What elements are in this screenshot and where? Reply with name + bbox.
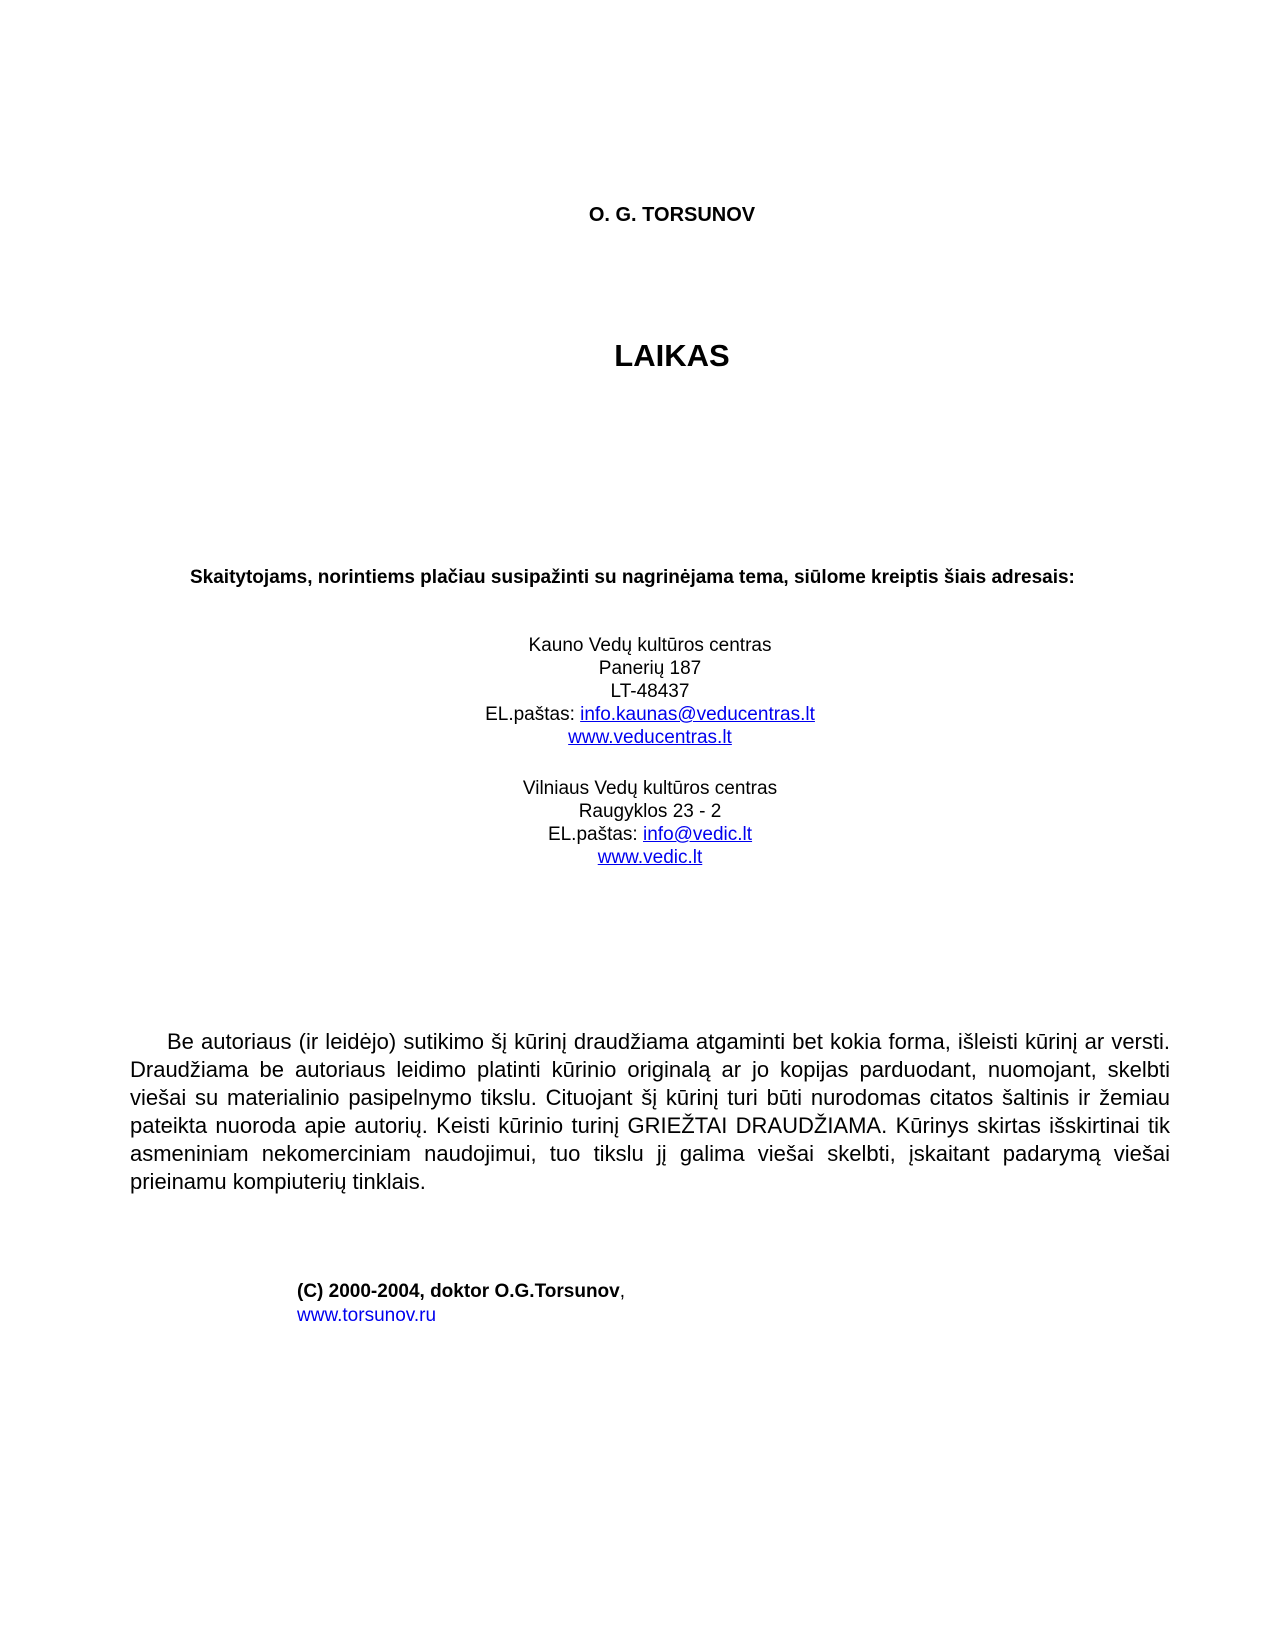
email-link[interactable]: info@vedic.lt bbox=[643, 824, 753, 845]
address-name: Vilniaus Vedų kultūros centras bbox=[522, 778, 778, 799]
copyright-line bbox=[297, 1280, 625, 1304]
copyright-text: (C) 2000-2004, doktor O.G.Torsunov bbox=[297, 1281, 620, 1302]
address-name: Kauno Vedų kultūros centras bbox=[528, 635, 772, 656]
address-street: Raugyklos 23 - 2 bbox=[578, 801, 722, 822]
website-link[interactable]: www.vedic.lt bbox=[597, 847, 703, 868]
author-name: O. G. TORSUNOV bbox=[588, 204, 756, 226]
address-website-line bbox=[0, 846, 1275, 869]
email-link[interactable]: info.kaunas@veducentras.lt bbox=[580, 704, 815, 725]
legal-notice: Be autoriaus (ir leidėjo) sutikimo šį kūrinį draudžiama atgaminti bet kokia forma, išleisti kūrinį ar versti. Draudžiama be autoriaus leidimo platinti kūrinio originalą ar jo kopijas parduodant, nuomojant, skelbti viešai su materialinio pasipelnymo tikslu. Cituojant šį kūrinį turi būti nurodomas citatos šaltinis ir žemiau pateikta nuoroda apie autorių. Keisti kūrinio turinį GRIEŽTAI DRAUDŽIAMA. Kūrinys skirtas išskirtinai tik asmeniniam nekomerciniam naudojimui, tuo tikslu jį galima viešai skelbti, įskaitant padarymą viešai prieinamu kompiuterių tinklais. bbox=[130, 1029, 1170, 1194]
address-website-line bbox=[0, 726, 1275, 749]
address-email-line bbox=[0, 703, 1275, 726]
email-label: EL.paštas: bbox=[547, 824, 638, 845]
website-link[interactable]: www.veducentras.lt bbox=[568, 727, 732, 748]
email-label: EL.paštas: bbox=[485, 704, 575, 725]
address-email-line bbox=[0, 823, 1275, 846]
address-block-vilnius bbox=[0, 777, 1275, 869]
address-street: Panerių 187 bbox=[598, 658, 702, 679]
document-title: LAIKAS bbox=[614, 338, 730, 373]
copyright-comma: , bbox=[619, 1281, 626, 1302]
author-website-link[interactable]: www.torsunov.ru bbox=[297, 1305, 437, 1326]
copyright-block bbox=[297, 1280, 625, 1328]
readers-note: Skaitytojams, norintiems plačiau susipažinti su nagrinėjama tema, siūlome kreiptis šiais adresais: bbox=[190, 567, 1075, 588]
address-block-kaunas bbox=[0, 634, 1275, 749]
address-postal: LT-48437 bbox=[610, 681, 690, 702]
